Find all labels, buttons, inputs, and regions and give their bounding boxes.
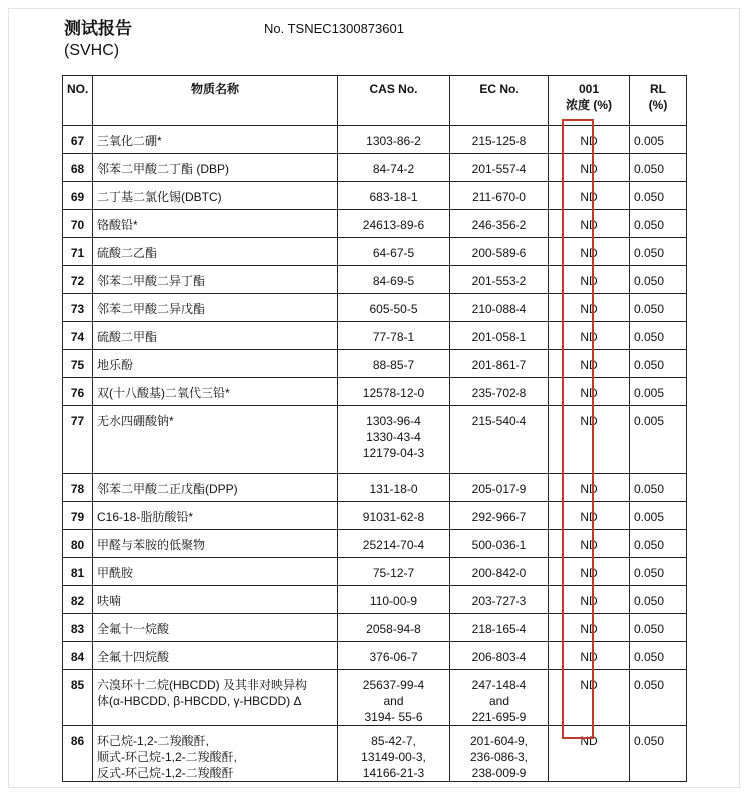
row-ec-no: 201-553-2 xyxy=(450,266,549,294)
header-cas: CAS No. xyxy=(338,76,450,126)
table-row xyxy=(63,502,687,530)
row-ec-no: 292-966-7 xyxy=(450,502,549,530)
row-cas-no: 683-18-1 xyxy=(338,182,450,210)
table-row xyxy=(63,350,687,378)
row-no: 72 xyxy=(63,266,93,294)
row-rl: 0.005 xyxy=(630,126,687,154)
row-rl: 0.005 xyxy=(630,406,687,474)
row-rl: 0.050 xyxy=(630,210,687,238)
row-no: 68 xyxy=(63,154,93,182)
row-concentration: ND xyxy=(549,266,630,294)
row-substance-name: 二丁基二氯化锡(DBTC) xyxy=(93,182,338,210)
row-no: 79 xyxy=(63,502,93,530)
row-ec-no: 500-036-1 xyxy=(450,530,549,558)
row-substance-name: 邻苯二甲酸二异戊酯 xyxy=(93,294,338,322)
row-rl: 0.050 xyxy=(630,350,687,378)
table-row xyxy=(63,670,687,726)
svhc-table xyxy=(62,75,687,782)
header-sample-id: 001 xyxy=(578,82,600,96)
row-cas-no: 91031-62-8 xyxy=(338,502,450,530)
header-rl-label: RL xyxy=(650,82,666,96)
table-row xyxy=(63,586,687,614)
row-rl: 0.050 xyxy=(630,238,687,266)
row-rl: 0.005 xyxy=(630,502,687,530)
row-cas-no: 64-67-5 xyxy=(338,238,450,266)
row-ec-no: 205-017-9 xyxy=(450,474,549,502)
row-rl: 0.050 xyxy=(630,154,687,182)
row-concentration: ND xyxy=(549,406,630,474)
row-cas-no: 110-00-9 xyxy=(338,586,450,614)
row-rl: 0.050 xyxy=(630,266,687,294)
header-name: 物质名称 xyxy=(93,76,338,126)
table-row xyxy=(63,726,687,782)
row-substance-name: 邻苯二甲酸二丁酯 (DBP) xyxy=(93,154,338,182)
row-rl: 0.050 xyxy=(630,182,687,210)
row-no: 71 xyxy=(63,238,93,266)
row-substance-name: 六溴环十二烷(HBCDD) 及其非对映异构 体(α-HBCDD, β-HBCDD, γ-HBCDD) Δ xyxy=(93,670,338,726)
row-cas-no: 1303-86-2 xyxy=(338,126,450,154)
row-substance-name: C16-18-脂肪酸铅* xyxy=(93,502,338,530)
row-concentration: ND xyxy=(549,154,630,182)
row-concentration: ND xyxy=(549,378,630,406)
row-substance-name: 无水四硼酸钠* xyxy=(93,406,338,474)
header-rl-unit: (%) xyxy=(648,98,668,112)
row-substance-name: 全氟十一烷酸 xyxy=(93,614,338,642)
header-sample xyxy=(549,76,630,126)
row-cas-no: 84-69-5 xyxy=(338,266,450,294)
table-row xyxy=(63,558,687,586)
report-subtitle: (SVHC) xyxy=(64,42,120,59)
row-concentration: ND xyxy=(549,614,630,642)
header-rl xyxy=(630,76,687,126)
table-row xyxy=(63,322,687,350)
row-no: 73 xyxy=(63,294,93,322)
table-row xyxy=(63,126,687,154)
row-ec-no: 210-088-4 xyxy=(450,294,549,322)
row-no: 67 xyxy=(63,126,93,154)
row-concentration: ND xyxy=(549,474,630,502)
row-substance-name: 三氧化二硼* xyxy=(93,126,338,154)
row-ec-no: 203-727-3 xyxy=(450,586,549,614)
row-no: 75 xyxy=(63,350,93,378)
table-header-row xyxy=(63,76,687,126)
table-row xyxy=(63,378,687,406)
row-cas-no: 88-85-7 xyxy=(338,350,450,378)
row-rl: 0.050 xyxy=(630,670,687,726)
row-no: 76 xyxy=(63,378,93,406)
row-rl: 0.050 xyxy=(630,558,687,586)
row-concentration: ND xyxy=(549,726,630,782)
row-cas-no: 84-74-2 xyxy=(338,154,450,182)
table-row xyxy=(63,238,687,266)
row-cas-no: 2058-94-8 xyxy=(338,614,450,642)
row-concentration: ND xyxy=(549,182,630,210)
row-cas-no: 131-18-0 xyxy=(338,474,450,502)
row-no: 84 xyxy=(63,642,93,670)
row-cas-no: 1303-96-4 1330-43-4 12179-04-3 xyxy=(338,406,450,474)
row-ec-no: 206-803-4 xyxy=(450,642,549,670)
row-no: 70 xyxy=(63,210,93,238)
row-no: 80 xyxy=(63,530,93,558)
row-substance-name: 邻苯二甲酸二异丁酯 xyxy=(93,266,338,294)
row-rl: 0.050 xyxy=(630,294,687,322)
row-rl: 0.050 xyxy=(630,726,687,782)
row-substance-name: 铬酸铅* xyxy=(93,210,338,238)
row-ec-no: 201-861-7 xyxy=(450,350,549,378)
row-substance-name: 呋喃 xyxy=(93,586,338,614)
row-cas-no: 77-78-1 xyxy=(338,322,450,350)
row-substance-name: 全氟十四烷酸 xyxy=(93,642,338,670)
table-row xyxy=(63,614,687,642)
row-no: 74 xyxy=(63,322,93,350)
row-substance-name: 甲酰胺 xyxy=(93,558,338,586)
row-ec-no: 247-148-4 and 221-695-9 xyxy=(450,670,549,726)
row-substance-name: 硫酸二甲酯 xyxy=(93,322,338,350)
row-cas-no: 12578-12-0 xyxy=(338,378,450,406)
row-concentration: ND xyxy=(549,586,630,614)
row-ec-no: 201-557-4 xyxy=(450,154,549,182)
row-concentration: ND xyxy=(549,558,630,586)
row-cas-no: 24613-89-6 xyxy=(338,210,450,238)
row-concentration: ND xyxy=(549,210,630,238)
row-substance-name: 地乐酚 xyxy=(93,350,338,378)
row-rl: 0.050 xyxy=(630,474,687,502)
header-ec: EC No. xyxy=(450,76,549,126)
header-sample-conc: 浓度 (%) xyxy=(566,98,612,112)
row-concentration: ND xyxy=(549,502,630,530)
row-ec-no: 235-702-8 xyxy=(450,378,549,406)
row-concentration: ND xyxy=(549,238,630,266)
row-cas-no: 376-06-7 xyxy=(338,642,450,670)
row-no: 85 xyxy=(63,670,93,726)
row-ec-no: 200-589-6 xyxy=(450,238,549,266)
table-row xyxy=(63,294,687,322)
row-ec-no: 201-604-9, 236-086-3, 238-009-9 xyxy=(450,726,549,782)
row-rl: 0.050 xyxy=(630,614,687,642)
row-no: 82 xyxy=(63,586,93,614)
row-substance-name: 邻苯二甲酸二正戊酯(DPP) xyxy=(93,474,338,502)
row-rl: 0.005 xyxy=(630,378,687,406)
row-no: 69 xyxy=(63,182,93,210)
table-row xyxy=(63,642,687,670)
row-cas-no: 25214-70-4 xyxy=(338,530,450,558)
row-ec-no: 200-842-0 xyxy=(450,558,549,586)
row-cas-no: 25637-99-4 and 3194- 55-6 xyxy=(338,670,450,726)
row-ec-no: 218-165-4 xyxy=(450,614,549,642)
header-no: NO. xyxy=(63,76,93,126)
row-substance-name: 环己烷-1,2-二羧酸酐, 顺式-环己烷-1,2-二羧酸酐, 反式-环己烷-1,2-二羧酸酐 xyxy=(93,726,338,782)
table-row xyxy=(63,266,687,294)
row-substance-name: 双(十八酸基)二氧代三铅* xyxy=(93,378,338,406)
row-concentration: ND xyxy=(549,642,630,670)
row-rl: 0.050 xyxy=(630,642,687,670)
report-number: No. TSNEC1300873601 xyxy=(264,21,404,36)
table-row xyxy=(63,182,687,210)
row-rl: 0.050 xyxy=(630,530,687,558)
table-row xyxy=(63,210,687,238)
table-row xyxy=(63,474,687,502)
row-no: 86 xyxy=(63,726,93,782)
table-row xyxy=(63,154,687,182)
row-concentration: ND xyxy=(549,670,630,726)
row-no: 83 xyxy=(63,614,93,642)
row-rl: 0.050 xyxy=(630,322,687,350)
row-no: 81 xyxy=(63,558,93,586)
row-ec-no: 215-540-4 xyxy=(450,406,549,474)
row-concentration: ND xyxy=(549,350,630,378)
row-rl: 0.050 xyxy=(630,586,687,614)
row-cas-no: 85-42-7, 13149-00-3, 14166-21-3 xyxy=(338,726,450,782)
row-concentration: ND xyxy=(549,126,630,154)
report-title: 测试报告 xyxy=(64,19,132,39)
row-ec-no: 215-125-8 xyxy=(450,126,549,154)
row-concentration: ND xyxy=(549,322,630,350)
row-cas-no: 75-12-7 xyxy=(338,558,450,586)
row-ec-no: 211-670-0 xyxy=(450,182,549,210)
row-concentration: ND xyxy=(549,294,630,322)
table-row xyxy=(63,406,687,474)
row-concentration: ND xyxy=(549,530,630,558)
table-row xyxy=(63,530,687,558)
row-ec-no: 201-058-1 xyxy=(450,322,549,350)
row-no: 77 xyxy=(63,406,93,474)
row-substance-name: 硫酸二乙酯 xyxy=(93,238,338,266)
row-no: 78 xyxy=(63,474,93,502)
row-substance-name: 甲醛与苯胺的低聚物 xyxy=(93,530,338,558)
row-cas-no: 605-50-5 xyxy=(338,294,450,322)
row-ec-no: 246-356-2 xyxy=(450,210,549,238)
